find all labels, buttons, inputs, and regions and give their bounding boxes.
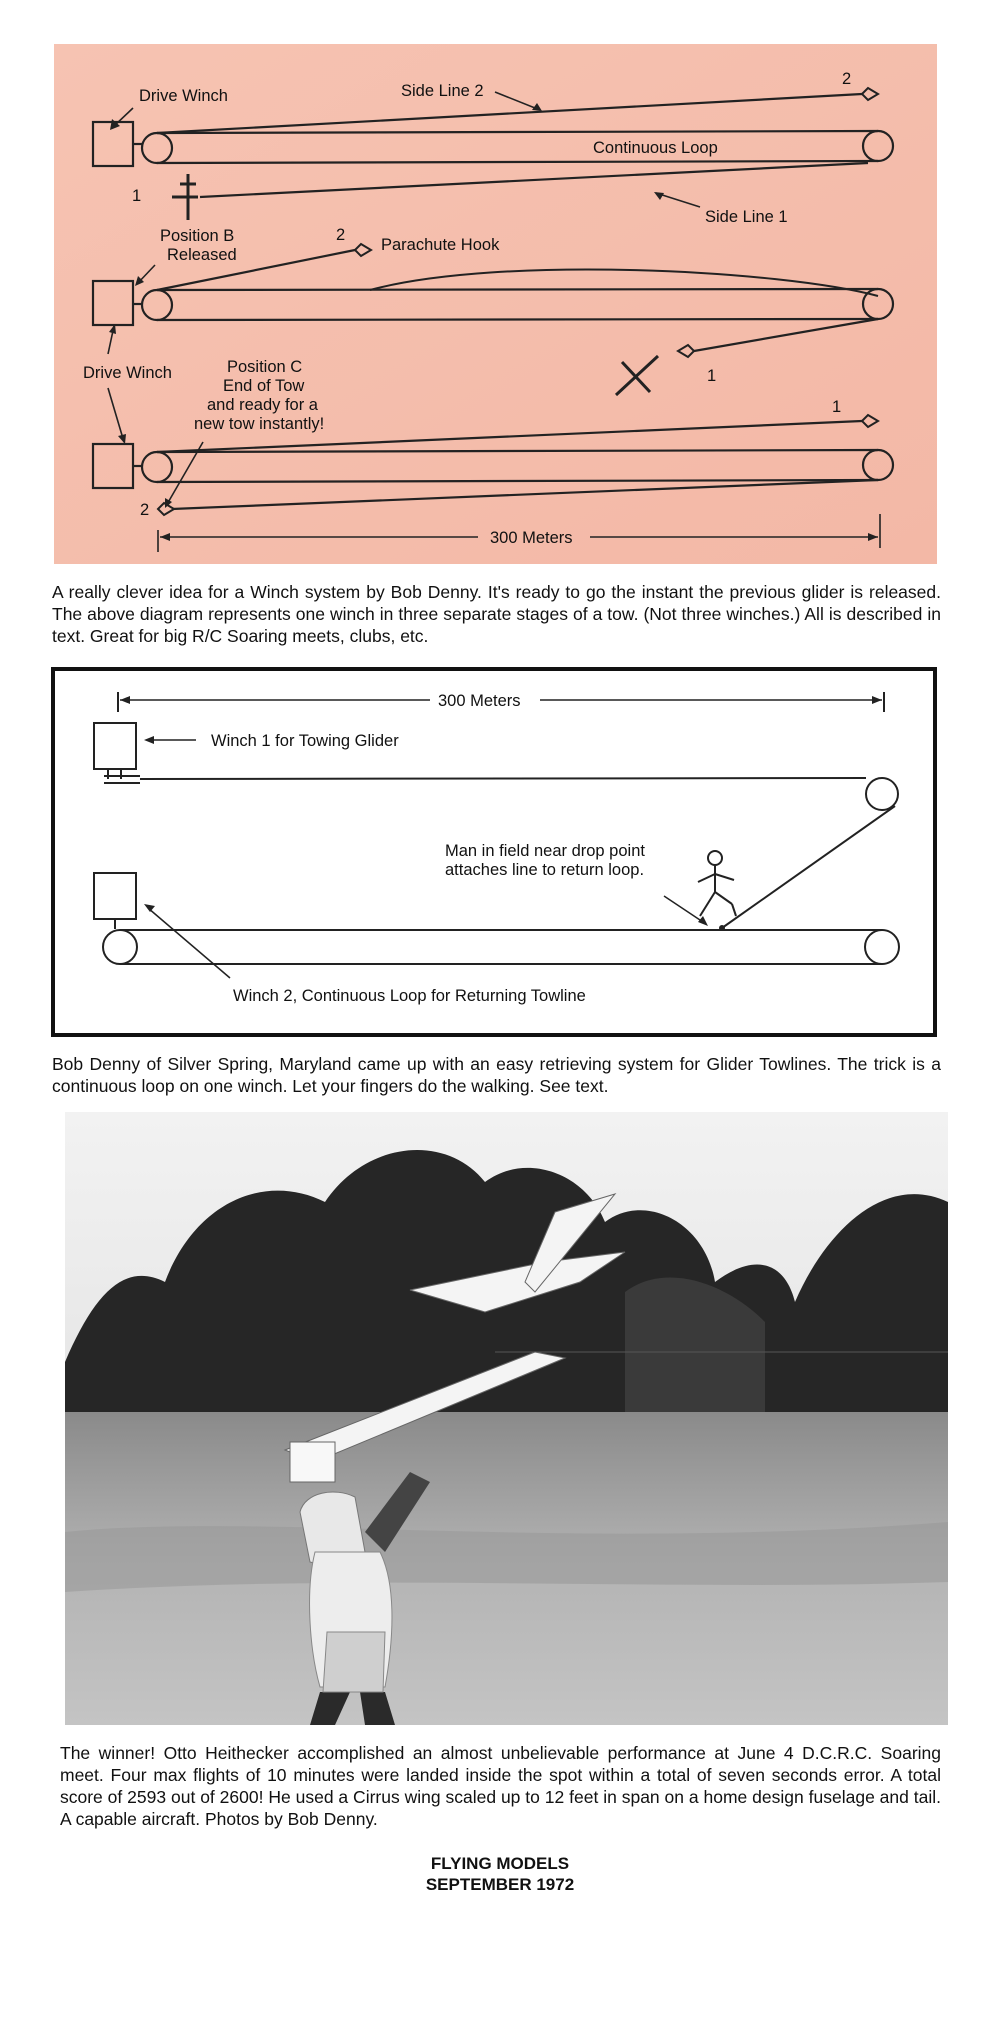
label-300-meters-2: 300 Meters (438, 692, 521, 710)
label-man-line1: Man in field near drop point (445, 842, 645, 860)
label-winch-1: Winch 1 for Towing Glider (211, 732, 399, 750)
label-position-c: Position C (227, 358, 303, 376)
label-released: Released (167, 246, 237, 264)
label-position-b: Position B (160, 227, 235, 245)
diagram1-caption: A really clever idea for a Winch system by Bob Denny. It's ready to go the instant the previous glider is released. The above diagram represents one winch in three separate stages of a tow. (Not three winches.) All is described in text. Great for big R/C Soaring meets, clubs, etc. (52, 582, 941, 646)
label-continuous-loop: Continuous Loop (593, 139, 718, 157)
photo-caption: The winner! Otto Heithecker accomplished an almost unbelievable performance at June 4 D.C.R.C. Soaring meet. Four max flights of 10 minutes were landed inside the spot within a total of seven seconds error. A total score of 2593 out of 2600! He used a Cirrus wing scaled up to 12 feet in span on a home design fuselage and tail. A capable aircraft. Photos by Bob Denny. (60, 1743, 941, 1829)
label-winch-2: Winch 2, Continuous Loop for Returning Towline (233, 987, 586, 1005)
diagram-background (54, 44, 937, 564)
publication-name: FLYING MODELS (430, 1854, 570, 1873)
label-ready-for-a: and ready for a (207, 396, 318, 414)
label-side-line-1: Side Line 1 (705, 208, 788, 226)
label-1-top: 1 (132, 187, 142, 205)
diagram2-caption: Bob Denny of Silver Spring, Maryland came up with an easy retrieving system for Glider Towlines. The trick is a continuous loop on one winch. Let your fingers do the walking. See text. (52, 1054, 941, 1096)
label-2-top: 2 (842, 70, 852, 88)
label-2-mid: 2 (336, 226, 346, 244)
label-1-bottom: 1 (832, 398, 842, 416)
winch-stages-diagram (0, 0, 1000, 580)
label-new-tow: new tow instantly! (194, 415, 325, 433)
label-side-line-2: Side Line 2 (401, 82, 484, 100)
label-1-mid: 1 (707, 367, 717, 385)
label-drive-winch-top: Drive Winch (139, 87, 228, 105)
label-man-line2: attaches line to return loop. (445, 861, 645, 879)
glider-launch-photo (65, 1112, 948, 1725)
label-2-bottom: 2 (140, 501, 150, 519)
publication-date: SEPTEMBER 1972 (425, 1875, 575, 1894)
label-drive-winch-mid: Drive Winch (83, 364, 172, 382)
label-300-meters-1: 300 Meters (490, 529, 573, 547)
towline-retrieval-diagram (0, 660, 1000, 1040)
label-parachute-hook: Parachute Hook (381, 236, 500, 254)
label-end-of-tow: End of Tow (223, 377, 305, 395)
